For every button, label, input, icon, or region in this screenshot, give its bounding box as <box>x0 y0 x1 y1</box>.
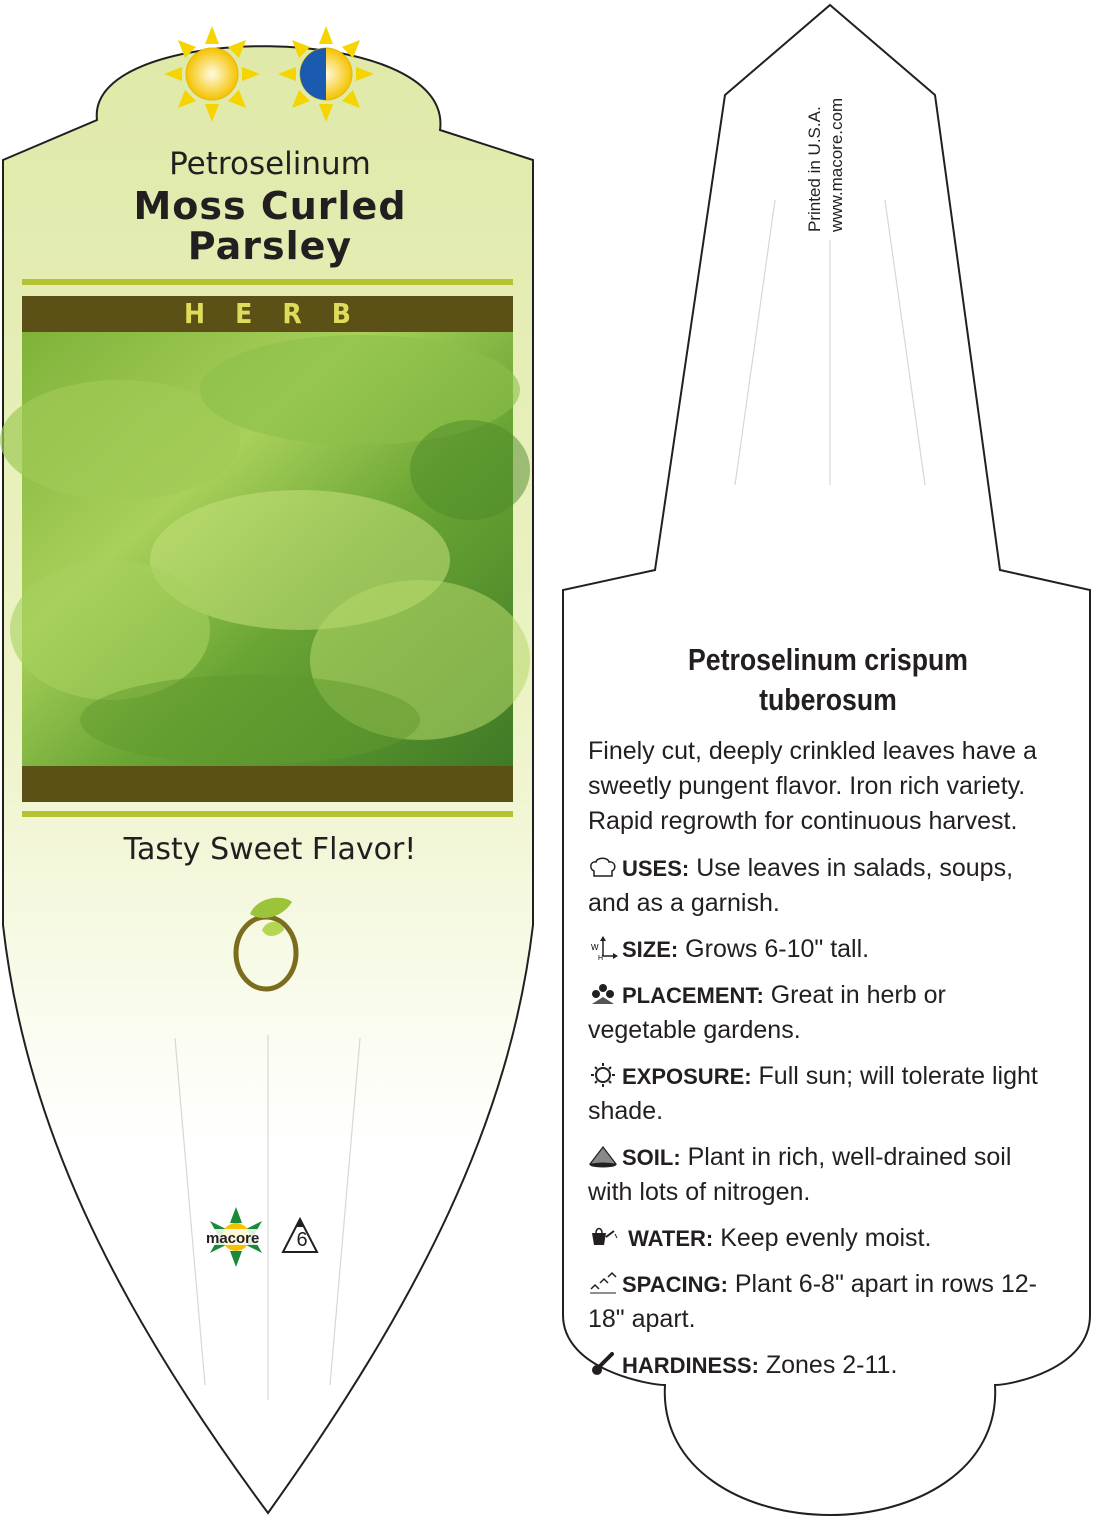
spacing-label: SPACING: <box>622 1272 728 1297</box>
uses-row <box>588 851 1058 921</box>
water-row <box>588 1221 1058 1256</box>
water-label: WATER: <box>622 1226 714 1251</box>
placement-text: Great in herb or vegetable gardens. <box>588 981 946 1044</box>
printed-info <box>805 62 846 232</box>
thermometer-icon <box>588 1352 618 1376</box>
macore-logo-text: macore <box>206 1230 260 1247</box>
svg-text:H: H <box>598 955 604 960</box>
uses-text: Use leaves in salads, soups, and as a garnish. <box>588 854 1014 917</box>
category-label: HERB <box>184 297 381 330</box>
botanical-name-line1: Petroselinum crispum <box>687 642 969 677</box>
chef-hat-icon <box>588 855 618 879</box>
placement-row <box>588 978 1058 1048</box>
soil-text: Plant in rich, well-drained soil with lots of nitrogen. <box>588 1143 1012 1206</box>
uses-label: USES: <box>622 856 690 881</box>
botanical-name <box>623 640 1032 720</box>
common-name-line2: Parsley <box>187 224 353 268</box>
care-info <box>588 734 1058 1394</box>
size-text: Grows 6-10" tall. <box>678 935 870 963</box>
size-label: SIZE: <box>622 937 679 962</box>
exposure-label: EXPOSURE: <box>622 1064 752 1089</box>
spacing-row <box>588 1267 1058 1337</box>
soil-row <box>588 1140 1058 1210</box>
sun-outline-icon <box>588 1063 618 1087</box>
description: Finely cut, deeply crinkled leaves have a sweetly pungent flavor. Iron rich variety. Rapid regrowth for continuous harvest. <box>588 737 1037 835</box>
recycle-number: 6 <box>296 1229 308 1251</box>
botanical-name-line2: tuberosum <box>759 682 897 717</box>
full-sun-icon <box>164 26 260 122</box>
common-name <box>40 186 500 266</box>
parsley-photo <box>0 332 530 766</box>
website: www.macore.com <box>827 97 846 232</box>
printed-in-usa: Printed in U.S.A. <box>805 106 824 232</box>
exposure-row <box>588 1059 1058 1129</box>
size-row <box>588 932 1058 967</box>
part-sun-icon <box>278 26 374 122</box>
common-name-line1: Moss Curled <box>133 184 407 228</box>
svg-text:W: W <box>591 943 599 952</box>
size-arrows-icon <box>588 936 618 960</box>
hardiness-row <box>588 1348 1058 1383</box>
water-text: Keep evenly moist. <box>713 1224 932 1252</box>
hardiness-label: HARDINESS: <box>622 1353 759 1378</box>
hardiness-text: Zones 2-11. <box>758 1351 898 1379</box>
spacing-seedlings-icon <box>588 1271 618 1295</box>
spacing-text: Plant 6-8" apart in rows 12-18" apart. <box>588 1270 1037 1333</box>
genus-name: Petroselinum <box>169 146 371 182</box>
soil-pile-icon <box>588 1144 618 1168</box>
placement-label: PLACEMENT: <box>622 983 764 1008</box>
tagline: Tasty Sweet Flavor! <box>123 832 417 867</box>
watering-can-icon <box>588 1225 618 1249</box>
photo-bottom-band <box>22 766 513 802</box>
flowers-icon <box>588 982 618 1006</box>
soil-label: SOIL: <box>622 1145 681 1170</box>
exposure-text: Full sun; will tolerate light shade. <box>588 1062 1038 1125</box>
